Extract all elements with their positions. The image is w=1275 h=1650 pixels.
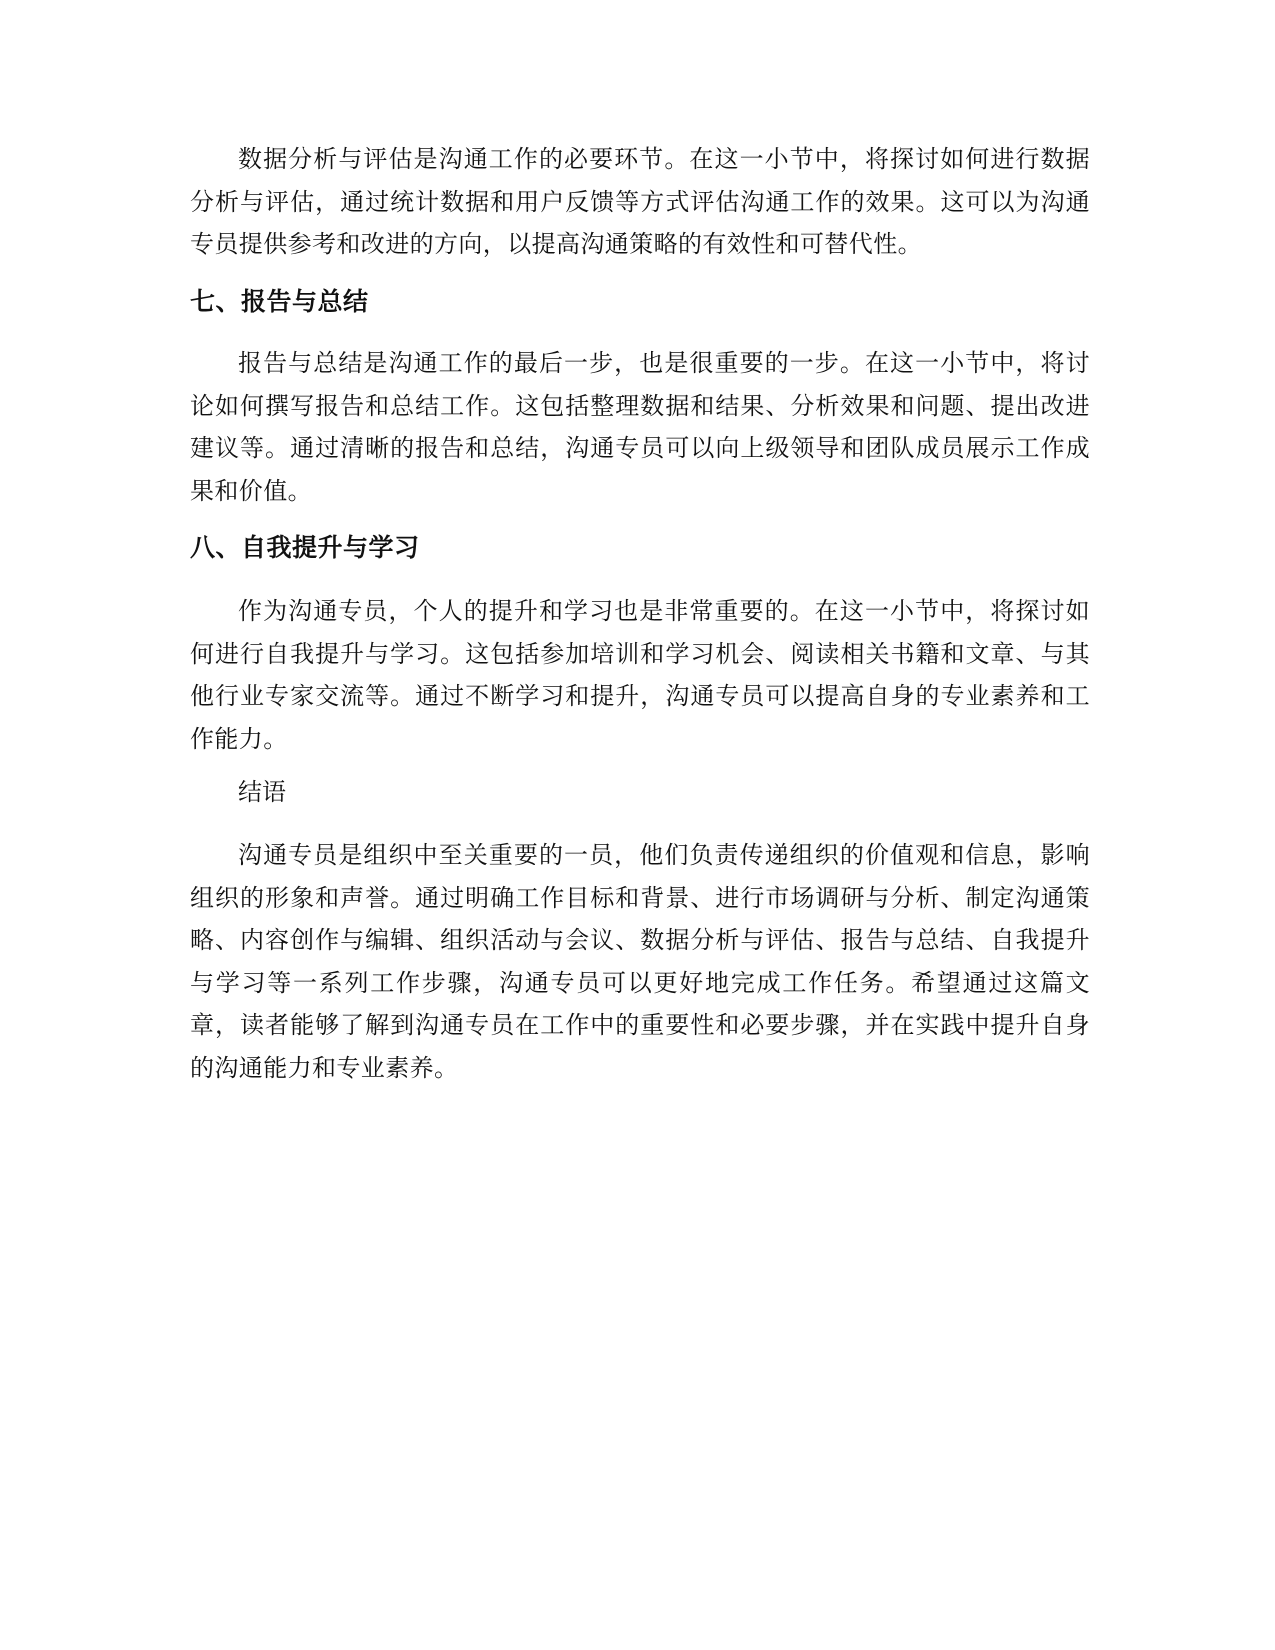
section-heading-self-improvement: 八、自我提升与学习 <box>190 533 420 562</box>
paragraph-report-summary: 报告与总结是沟通工作的最后一步，也是很重要的一步。在这一小节中，将讨论如何撰写报告和总结工作。这包括整理数据和结果、分析效果和问题、提出改进建议等。通过清晰的报告和总结，沟通专员可以向上级领导和团队成员展示工作成果和价值。 <box>190 349 1090 505</box>
conclusion-label: 结语 <box>238 778 286 806</box>
section-heading-report-summary: 七、报告与总结 <box>190 287 369 316</box>
paragraph-data-analysis: 数据分析与评估是沟通工作的必要环节。在这一小节中，将探讨如何进行数据分析与评估，通过统计数据和用户反馈等方式评估沟通工作的效果。这可以为沟通专员提供参考和改进的方向，以提高沟通策略的有效性和可替代性。 <box>190 145 1090 258</box>
paragraph-self-improvement: 作为沟通专员，个人的提升和学习也是非常重要的。在这一小节中，将探讨如何进行自我提升与学习。这包括参加培训和学习机会、阅读相关书籍和文章、与其他行业专家交流等。通过不断学习和提升，沟通专员可以提高自身的专业素养和工作能力。 <box>190 597 1090 753</box>
paragraph-conclusion: 沟通专员是组织中至关重要的一员，他们负责传递组织的价值观和信息，影响组织的形象和声誉。通过明确工作目标和背景、进行市场调研与分析、制定沟通策略、内容创作与编辑、组织活动与会议、数据分析与评估、报告与总结、自我提升与学习等一系列工作步骤，沟通专员可以更好地完成工作任务。希望通过这篇文章，读者能够了解到沟通专员在工作中的重要性和必要步骤，并在实践中提升自身的沟通能力和专业素养。 <box>190 841 1090 1082</box>
